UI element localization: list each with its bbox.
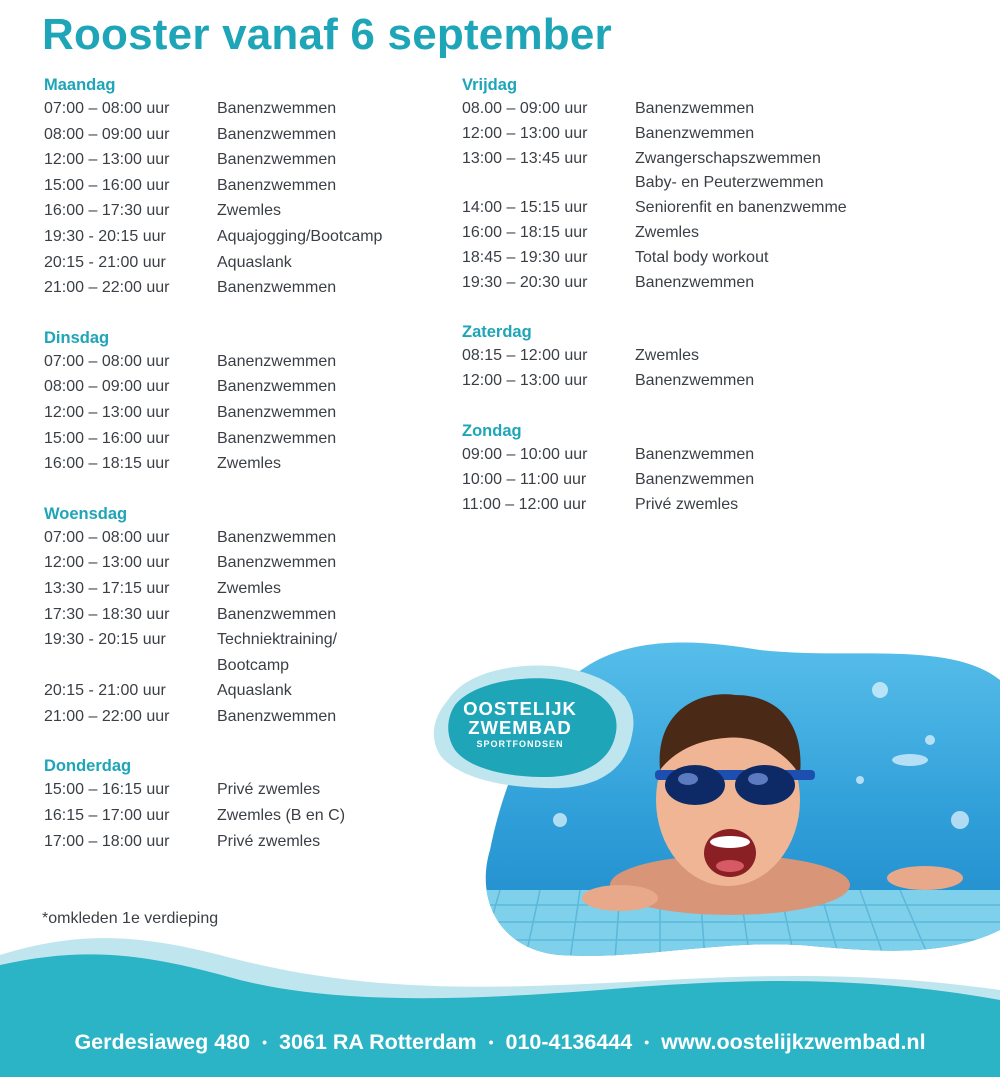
time-slot: 21:00 – 22:00 uur: [44, 279, 170, 297]
activity-name: Banenzwemmen: [217, 176, 337, 194]
time-slot: 14:00 – 15:15 uur: [462, 199, 588, 217]
activity-name: Zwemles: [217, 579, 282, 597]
activity-name: Zwemles (B en C): [217, 807, 346, 825]
activity-name: Privé zwemles: [635, 495, 739, 513]
day-heading: Zondag: [462, 421, 522, 440]
activity-name: Banenzwemmen: [635, 100, 755, 117]
activity-name: Banenzwemmen: [217, 528, 337, 546]
day-heading: Woensdag: [44, 504, 128, 523]
time-slot: 21:00 – 22:00 uur: [44, 707, 170, 725]
time-slot: 18:45 – 19:30 uur: [462, 248, 588, 266]
activity-name: Aquaslank: [217, 253, 292, 271]
time-slot: 20:15 - 21:00 uur: [44, 682, 166, 700]
time-slot: 17:30 – 18:30 uur: [44, 605, 170, 623]
footer-phone[interactable]: 010-4136444: [505, 1029, 633, 1054]
time-slot: 08:15 – 12:00 uur: [462, 347, 588, 365]
activity-name: Aquaslank: [217, 682, 292, 700]
activity-name: Banenzwemmen: [217, 100, 337, 117]
activity-name: Banenzwemmen: [217, 707, 337, 725]
time-slot: 16:00 – 18:15 uur: [462, 223, 588, 241]
activity-name: Banenzwemmen: [217, 352, 337, 370]
time-slot: 15:00 – 16:00 uur: [44, 176, 170, 194]
footer-separator: •: [488, 1034, 494, 1050]
footer-separator: •: [262, 1034, 268, 1050]
time-slot: 16:00 – 18:15 uur: [44, 455, 170, 473]
time-slot: 13:30 – 17:15 uur: [44, 579, 170, 597]
activity-name: Banenzwemmen: [217, 378, 337, 396]
time-slot: 12:00 – 13:00 uur: [44, 554, 170, 572]
time-slot: 07:00 – 08:00 uur: [44, 100, 170, 117]
time-slot: 12:00 – 13:00 uur: [44, 403, 170, 421]
time-slot: 10:00 – 11:00 uur: [462, 470, 587, 488]
footer-website-link[interactable]: www.oostelijkzwembad.nl: [661, 1029, 926, 1054]
time-slot: 13:00 – 13:45 uur: [462, 149, 588, 167]
footer-separator: •: [644, 1034, 650, 1050]
activity-name: Techniektraining/ Bootcamp: [217, 631, 338, 674]
time-slot: 15:00 – 16:00 uur: [44, 429, 170, 447]
activity-name: Banenzwemmen: [217, 429, 337, 447]
time-slot: 19:30 - 20:15 uur: [44, 227, 166, 245]
day-heading: Zaterdag: [462, 323, 532, 342]
activity-name: Banenzwemmen: [635, 124, 755, 142]
time-slot: 11:00 – 12:00 uur: [462, 495, 587, 513]
activity-name: Banenzwemmen: [635, 273, 755, 291]
logo-line-1: OOSTELIJK: [463, 698, 577, 719]
time-slot: 09:00 – 10:00 uur: [462, 445, 588, 463]
oostelijk-zwembad-logo: [435, 677, 605, 767]
activity-name: Banenzwemmen: [217, 125, 337, 143]
activity-name: Banenzwemmen: [635, 445, 755, 463]
footnote: *omkleden 1e verdieping: [42, 910, 219, 927]
time-slot: 16:15 – 17:00 uur: [44, 807, 170, 825]
time-slot: 16:00 – 17:30 uur: [44, 202, 170, 220]
day-heading: Vrijdag: [462, 76, 518, 94]
footer-contact-bar: [0, 1007, 1000, 1077]
time-slot: 20:15 - 21:00 uur: [44, 253, 166, 271]
page-title: Rooster vanaf 6 september: [42, 10, 612, 59]
time-slot: 19:30 – 20:30 uur: [462, 273, 588, 291]
activity-name: Seniorenfit en banenzwemme: [635, 199, 847, 217]
activity-name: Total body workout: [635, 248, 769, 266]
activity-name: Privé zwemles: [217, 781, 321, 799]
time-slot: 07:00 – 08:00 uur: [44, 352, 170, 370]
time-slot: 07:00 – 08:00 uur: [44, 528, 170, 546]
activity-name: Banenzwemmen: [217, 279, 337, 297]
day-heading: Maandag: [44, 76, 116, 94]
activity-name: Aquajogging/Bootcamp: [217, 227, 383, 245]
time-slot: 12:00 – 13:00 uur: [44, 151, 170, 169]
time-slot: 15:00 – 16:15 uur: [44, 781, 170, 799]
activity-name: Zwemles: [217, 202, 282, 220]
day-heading: Dinsdag: [44, 328, 110, 347]
time-slot: 08:00 – 09:00 uur: [44, 378, 170, 396]
time-slot: 12:00 – 13:00 uur: [462, 372, 588, 390]
logo-line-3: SPORTFONDSEN: [476, 739, 564, 749]
footer-address: Gerdesiaweg 480: [74, 1029, 251, 1054]
activity-name: Banenzwemmen: [217, 554, 337, 572]
time-slot: 12:00 – 13:00 uur: [462, 124, 588, 142]
activity-name: Zwemles: [635, 223, 700, 241]
time-slot: 19:30 - 20:15 uur: [44, 631, 166, 649]
activity-name: Privé zwemles: [217, 832, 321, 850]
activity-name: Zwemles: [217, 455, 282, 473]
activity-name: Banenzwemmen: [635, 372, 755, 390]
activity-name: Zwangerschapszwemmen Baby- en Peuterzwemmen: [635, 149, 824, 192]
time-slot: 08:00 – 09:00 uur: [44, 125, 170, 143]
activity-name: Zwemles: [635, 347, 700, 365]
activity-name: Banenzwemmen: [217, 403, 337, 421]
time-slot: 08.00 – 09:00 uur: [462, 100, 588, 117]
activity-name: Banenzwemmen: [635, 470, 755, 488]
day-heading: Donderdag: [44, 757, 132, 776]
activity-name: Banenzwemmen: [217, 151, 337, 169]
time-slot: 17:00 – 18:00 uur: [44, 832, 170, 850]
footer-postcode-city: 3061 RA Rotterdam: [279, 1029, 477, 1054]
logo-line-2: ZWEMBAD: [468, 717, 572, 738]
activity-name: Banenzwemmen: [217, 605, 337, 623]
